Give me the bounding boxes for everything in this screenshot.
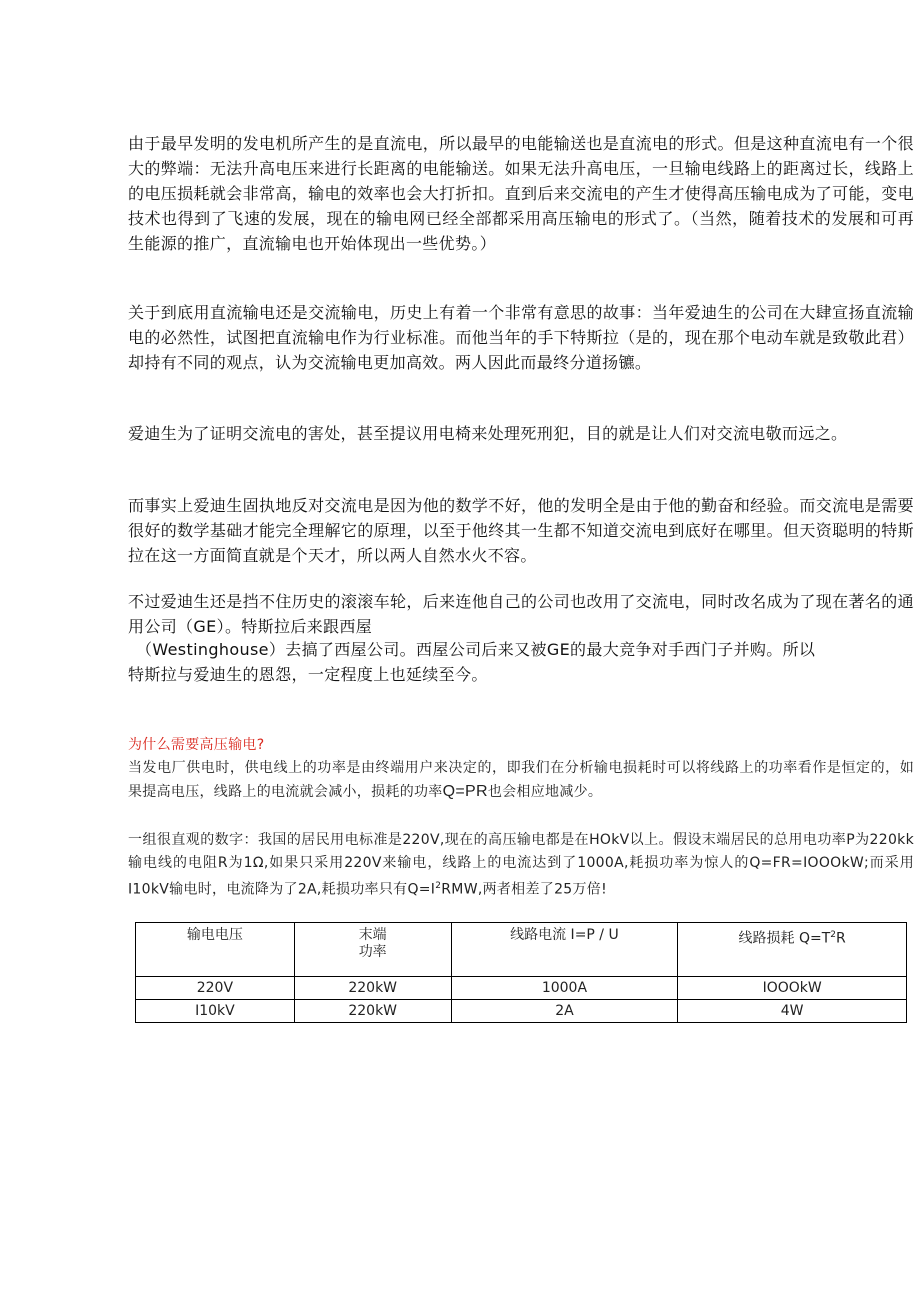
paragraph-text: 不过爱迪生还是挡不住历史的滚滚车轮，后来连他自己的公司也改用了交流电，同时改名成为了现在著名的通用公司（GE）。特斯拉后来跟西屋 (128, 592, 914, 636)
paragraph-text: 也会相应地减少。 (487, 784, 603, 800)
cell-power: 220kW (294, 977, 451, 1000)
header-voltage: 输电电压 (136, 923, 295, 977)
header-loss-r: R (836, 930, 846, 947)
westinghouse-line: （Westinghouse）去搞了西屋公司。西屋公司后来又被GE的最大竞争对手西门子并购。所以 (136, 640, 816, 659)
cell-loss: IOOOkW (678, 977, 907, 1000)
loss-formula: Q=PR (442, 783, 488, 800)
voltage-comparison-table (135, 922, 907, 1023)
paragraph-text: 一组很直观的数字：我国的居民用电标准是220V,现在的高压输电都是在HOkV以上。假设末端居民的总用电功率P为220kk输电线的电阻R为1Ω,如果只采用220V来输电，线路上的电流达到了1000A,耗损功率为惊人的Q=FR=IOOOkW;而采用I10kV输电时，电流降为了2A,耗损功率只有Q=I (128, 832, 914, 898)
superscript-2: 2 (435, 881, 442, 891)
paragraph-dc-history (128, 131, 914, 256)
cell-voltage: I10kV (136, 1000, 295, 1023)
paragraph-text: 而事实上爱迪生固执地反对交流电是因为他的数学不好，他的发明全是由于他的勤奋和经验。而交流电是需要很好的数学基础才能完全理解它的原理，以至于他终其一生都不知道交流电到底好在哪里。但天资聪明的特斯拉在这一方面简直就是个天才，所以两人自然水火不容。 (128, 496, 914, 565)
header-end-line: 末端 (358, 927, 387, 943)
paragraph-edison-math (128, 493, 914, 568)
paragraph-power-loss (128, 757, 914, 804)
paragraph-text: RMW,两者相差了25万倍! (441, 881, 608, 898)
cell-current: 2A (451, 1000, 678, 1023)
section-heading-high-voltage: 为什么需要高压输电? (128, 737, 265, 753)
paragraph-ge-rename (128, 589, 914, 639)
cell-loss: 4W (678, 1000, 907, 1023)
header-power-line: 功率 (358, 944, 387, 960)
cell-power: 220kW (294, 1000, 451, 1023)
paragraph-electric-chair (128, 421, 914, 446)
paragraph-numeric-example (128, 829, 914, 902)
paragraph-edison-tesla-story (128, 300, 914, 375)
table-row (136, 977, 907, 1000)
superscript-2: 2 (830, 930, 837, 940)
header-end-power (294, 923, 451, 977)
table-header-row (136, 923, 907, 977)
paragraph-text: 当发电厂供电时，供电线上的功率是由终端用户来决定的，即我们在分析输电损耗时可以将线路上的功率看作是恒定的，如果提高电压，线路上的电流就会减小，损耗的功率 (128, 760, 914, 800)
paragraph-text: 由于最早发明的发电机所产生的是直流电，所以最早的电能输送也是直流电的形式。但是这种直流电有一个很大的弊端：无法升高电压来进行长距离的电能输送。如果无法升高电压，一旦输电线路上的距离过长，线路上的电压损耗就会非常高，输电的效率也会大打折扣。直到后来交流电的产生才使得高压输电成为了可能，变电技术也得到了飞速的发展，现在的输电网已经全部都采用高压输电的形式了。（当然，随着技术的发展和可再生能源的推广，直流输电也开始体现出一些优势。） (128, 134, 914, 253)
table-row (136, 1000, 907, 1023)
paragraph-text: 爱迪生为了证明交流电的害处，甚至提议用电椅来处理死刑犯，目的就是让人们对交流电敬而远之。 (128, 424, 848, 443)
header-loss-text: 线路损耗 Q=T (738, 930, 831, 947)
cell-current: 1000A (451, 977, 678, 1000)
rivalry-line: 特斯拉与爱迪生的恩怨，一定程度上也延续至今。 (128, 665, 488, 684)
cell-voltage: 220V (136, 977, 295, 1000)
header-loss (678, 923, 907, 977)
header-current: 线路电流 I=P / U (451, 923, 678, 977)
paragraph-text: 关于到底用直流输电还是交流输电，历史上有着一个非常有意思的故事：当年爱迪生的公司在大肆宣扬直流输电的必然性，试图把直流输电作为行业标准。而他当年的手下特斯拉（是的，现在那个电动车就是致敬此君）却持有不同的观点，认为交流输电更加高效。两人因此而最终分道扬镳。 (128, 303, 914, 372)
